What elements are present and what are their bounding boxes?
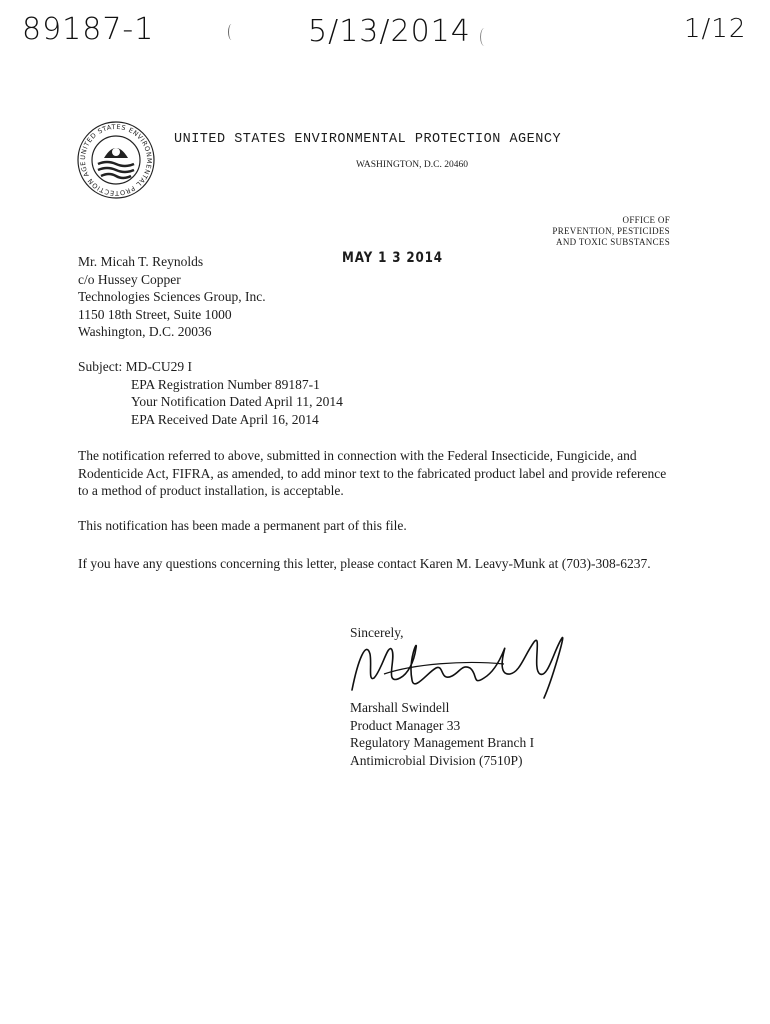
handwritten-date: 5/13/2014 <box>308 14 471 49</box>
signer-title: Product Manager 33 <box>350 717 461 733</box>
handwritten-page: 1/12 <box>684 14 747 44</box>
date-stamp: MAY 1 3 2014 <box>342 250 443 266</box>
agency-name: UNITED STATES ENVIRONMENTAL PROTECTION AGENCY <box>174 132 562 147</box>
subject-label: Subject: <box>78 359 123 374</box>
closing: Sincerely, <box>350 625 404 640</box>
recipient-name: Mr. Micah T. Reynolds <box>78 254 204 269</box>
agency-city: WASHINGTON, D.C. 20460 <box>356 160 468 170</box>
subject-detail: Your Notification Dated April 11, 2014 <box>131 394 343 409</box>
subject-detail: EPA Registration Number 89187-1 <box>131 376 320 392</box>
subject-block <box>78 358 343 428</box>
pen-mark <box>480 28 489 46</box>
recipient-line: Technologies Sciences Group, Inc. <box>78 289 266 304</box>
subject-detail: EPA Received Date April 16, 2014 <box>131 411 319 427</box>
recipient-line: 1150 18th Street, Suite 1000 <box>78 306 232 322</box>
signature-block <box>350 699 534 769</box>
svg-text:UNITED STATES ENVIRONMENTAL PR: UNITED STATES ENVIRONMENTAL PROTECTION AGE <box>78 122 154 198</box>
handwritten-reg-number: 89187-1 <box>22 12 155 47</box>
body-paragraph-3: If you have any questions concerning this letter, please contact Karen M. Leavy-Munk at (703)-308-6237. <box>78 556 651 571</box>
recipient-line: Washington, D.C. 20036 <box>78 324 212 339</box>
signer-title: Antimicrobial Division (7510P) <box>350 752 523 768</box>
pen-mark <box>228 24 235 40</box>
office-line: AND TOXIC SUBSTANCES <box>556 237 670 247</box>
handwritten-signature <box>344 620 574 710</box>
body-paragraph-1: The notification referred to above, submitted in connection with the Federal Insecticide, Fungicide, and Rodenticide Act, FIFRA, as amended, to add minor text to the fabricated product label and provide reference to a method of product installation, is acceptable. <box>78 448 667 498</box>
office-line: OFFICE OF <box>622 215 670 225</box>
epa-seal-icon <box>76 120 156 200</box>
recipient-address <box>78 253 266 341</box>
office-line: PREVENTION, PESTICIDES <box>552 226 670 236</box>
signer-title: Regulatory Management Branch I <box>350 735 535 750</box>
office-block <box>552 215 670 248</box>
body-paragraph-2: This notification has been made a permanent part of this file. <box>78 518 407 533</box>
signer-name: Marshall Swindell <box>350 700 450 715</box>
recipient-line: c/o Hussey Copper <box>78 271 181 287</box>
subject-product: MD-CU29 I <box>125 359 192 374</box>
